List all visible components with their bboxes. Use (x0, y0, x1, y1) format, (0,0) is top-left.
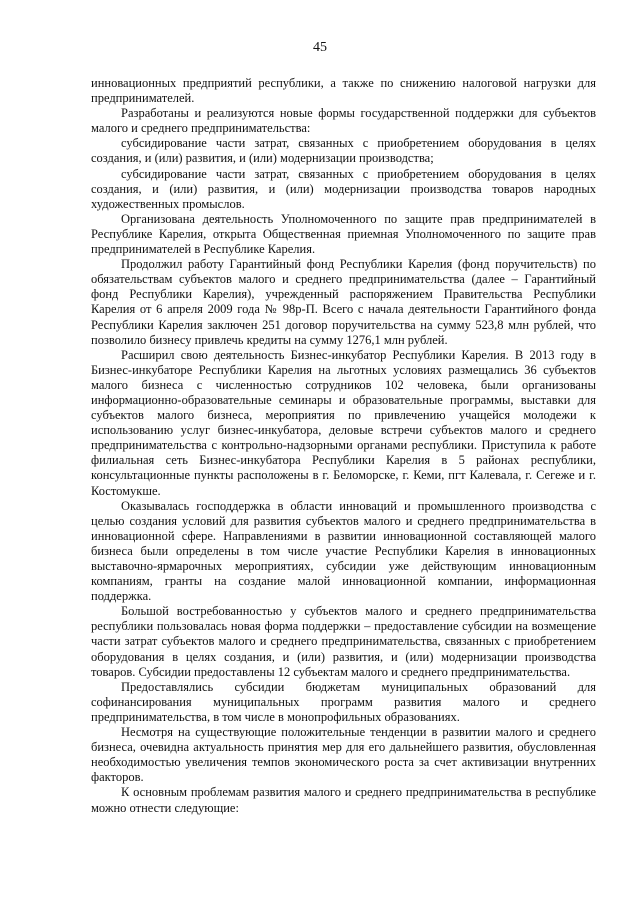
paragraph-guarantee-fund: Продолжил работу Гарантийный фонд Республики Карелия (фонд поручительств) по обязательствам субъектов малого и среднего предпринимательства (далее – Гарантийный фонд Республики Карелия), учрежденный распоряжением Правительства Республики Карелия от 6 апреля 2009 года № 98р-П. Всего с начала деятельности Гарантийного фонда Республики Карелия заключен 251 договор поручительства на сумму 523,8 млн рублей, что позволило бизнесу привлечь кредиты на сумму 1276,1 млн рублей. (91, 257, 596, 347)
paragraph-new-support-form: Большой востребованностью у субъектов малого и среднего предпринимательства республики пользовалась новая форма поддержки – предоставление субсидии на возмещение части затрат субъектов малого и среднего предпринимательства, связанных с приобретением оборудования в целях создания, и (или) развития, и (или) модернизации производства товаров. Субсидии предоставлены 12 субъектам малого и среднего предпринимательства. (91, 604, 596, 679)
paragraph-positive-trends: Несмотря на существующие положительные тенденции в развитии малого и среднего бизнеса, очевидна актуальность принятия мер для его дальнейшего развития, обусловленная необходимостью увеличения темпов экономического роста за счет активизации внутренних факторов. (91, 725, 596, 785)
paragraph-support-forms: Разработаны и реализуются новые формы государственной поддержки для субъектов малого и среднего предпринимательства: (91, 106, 596, 136)
paragraph-business-incubator: Расширил свою деятельность Бизнес-инкубатор Республики Карелия. В 2013 году в Бизнес-инкубаторе Республики Карелия на льготных условиях размещались 36 субъектов малого бизнеса с численностью сотрудников 102 человека, были организованы информационно-образовательные семинары и образовательные программы, выставки для субъектов малого бизнеса, мероприятия по привлечению учащейся молодежи к использованию услуг бизнес-инкубатора, деловые встречи субъектов малого и среднего предпринимательства с контрольно-надзорными органами республики. Приступила к работе филиальная сеть Бизнес-инкубатора Республики Карелия в 5 районах республики, консультационные пункты расположены в г. Беломорске, г. Кеми, пгт Калевала, г. Сегеже и г. Костомукше. (91, 347, 596, 498)
paragraph-innovation-support: Оказывалась господдержка в области инноваций и промышленного производства с целью создания условий для развития субъектов малого и среднего предпринимательства в инновационной сфере. Направлениями в развитии инновационной составляющей малого бизнеса были определены в том числе участие Республики Карелия в инновационных выставочно-ярмарочных мероприятиях, субсидии уже действующим инновационным компаниям, гранты на создание малой инновационной компании, информационная поддержка. (91, 498, 596, 604)
paragraph-ombudsman: Организована деятельность Уполномоченного по защите прав предпринимателей в Республике Карелия, открыта Общественная приемная Уполномоченного по защите прав предпринимателей в Республике Карелия. (91, 211, 596, 257)
paragraph-subsidy-crafts: субсидирование части затрат, связанных с приобретением оборудования в целях создания, и (или) развития, и (или) модернизации производства товаров народных художественных промыслов. (91, 166, 596, 211)
paragraph-continuation: инновационных предприятий республики, а также по снижению налоговой нагрузки для предпринимателей. (91, 76, 596, 106)
page-number: 45 (313, 40, 327, 55)
document-body (91, 76, 596, 816)
paragraph-main-problems: К основным проблемам развития малого и среднего предпринимательства в республике можно отнести следующие: (91, 785, 596, 815)
paragraph-subsidy-equipment: субсидирование части затрат, связанных с приобретением оборудования в целях создания, и (или) развития, и (или) модернизации производства; (91, 136, 596, 166)
paragraph-municipal-subsidies: Предоставлялись субсидии бюджетам муниципальных образований для софинансирования муниципальных программ развития малого и среднего предпринимательства, в том числе в монопрофильных образованиях. (91, 679, 596, 724)
